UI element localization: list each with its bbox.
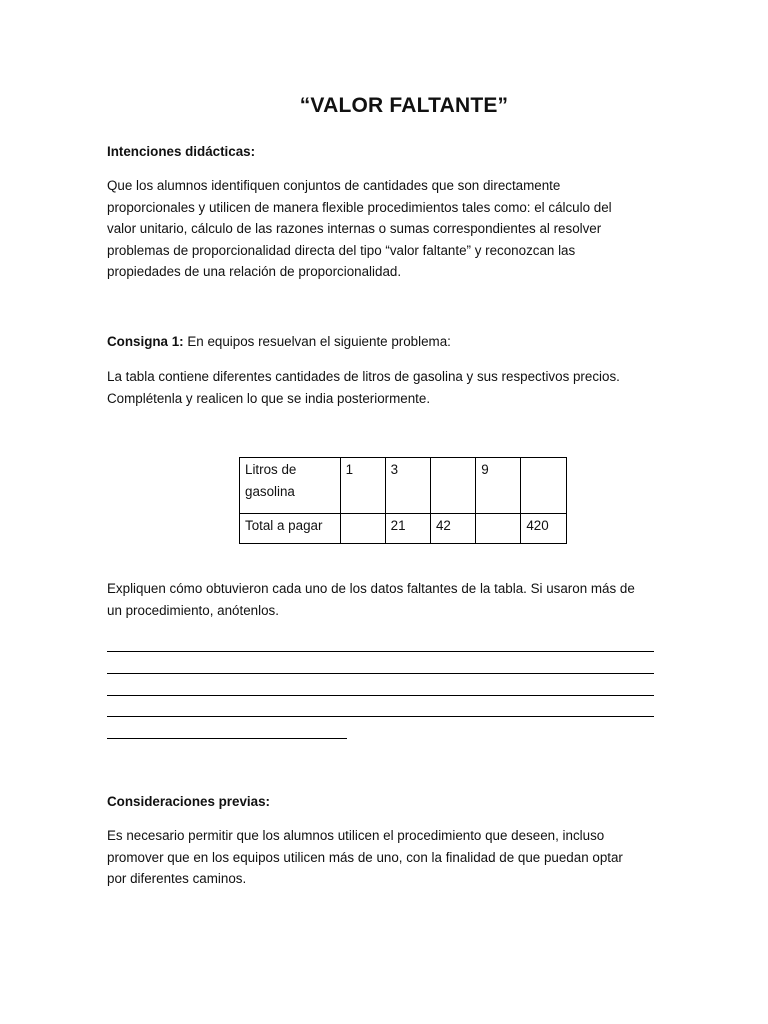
paragraph-line: proporcionales y utilicen de manera flexible procedimientos tales como: el cálculo del <box>107 199 612 215</box>
gasoline-table <box>239 457 567 544</box>
paragraph-line: por diferentes caminos. <box>107 871 247 886</box>
paragraph-line: valor unitario, cálculo de las razones internas o sumas correspondientes al resolver <box>107 221 602 236</box>
paragraph-line: un procedimiento, anótenlos. <box>107 602 279 618</box>
table-row-litros <box>240 458 567 514</box>
answer-line[interactable] <box>107 673 654 674</box>
table-cell[interactable]: 420 <box>521 514 567 544</box>
row-header-total: Total a pagar <box>240 514 341 544</box>
intenciones-paragraph <box>107 175 667 283</box>
paragraph-line: promover que en los equipos utilicen más de uno, con la finalidad de que puedan optar <box>107 849 623 865</box>
consideraciones-heading-text: Consideraciones previas: <box>107 794 270 809</box>
consideraciones-paragraph <box>107 825 667 890</box>
table-cell[interactable] <box>521 458 567 514</box>
paragraph-line: La tabla contiene diferentes cantidades de litros de gasolina y sus respectivos precios. <box>107 369 620 384</box>
table-cell[interactable]: 3 <box>385 458 430 514</box>
intenciones-heading-text: Intenciones didácticas: <box>107 144 256 159</box>
row-header-line: gasolina <box>245 483 295 499</box>
paragraph-line: Es necesario permitir que los alumnos utilicen el procedimiento que deseen, incluso <box>107 828 605 843</box>
table-cell[interactable]: 1 <box>340 458 385 514</box>
row-header-litros <box>240 458 341 514</box>
consigna-instruction: En equipos resuelvan el siguiente problema: <box>183 334 451 349</box>
page-title: “VALOR FALTANTE” <box>299 94 509 117</box>
paragraph-line: problemas de proporcionalidad directa del tipo “valor faltante” y reconozcan las <box>107 242 576 258</box>
table-cell[interactable]: 21 <box>385 514 430 544</box>
answer-line[interactable] <box>107 695 654 696</box>
consigna-heading <box>107 331 667 353</box>
table-row-total <box>240 514 567 544</box>
explain-paragraph <box>107 578 667 621</box>
paragraph-line: Complétenla y realicen lo que se india posteriormente. <box>107 390 431 406</box>
table-cell[interactable]: 9 <box>476 458 521 514</box>
answer-line[interactable] <box>107 716 654 717</box>
consigna-paragraph <box>107 366 667 409</box>
paragraph-line: Que los alumnos identifiquen conjuntos de cantidades que son directamente <box>107 178 561 193</box>
row-header-line: Litros de <box>245 462 297 477</box>
table-cell[interactable] <box>430 458 475 514</box>
consigna-label: Consigna 1: <box>107 334 184 349</box>
intenciones-heading <box>107 141 667 163</box>
answer-line[interactable] <box>107 651 654 652</box>
table-cell[interactable] <box>340 514 385 544</box>
table-cell[interactable] <box>476 514 521 544</box>
answer-line[interactable] <box>107 738 347 739</box>
consideraciones-heading <box>107 791 667 813</box>
table-cell[interactable]: 42 <box>430 514 475 544</box>
paragraph-line: Expliquen cómo obtuvieron cada uno de los datos faltantes de la tabla. Si usaron más de <box>107 581 635 596</box>
paragraph-line: propiedades de una relación de proporcionalidad. <box>107 264 402 279</box>
